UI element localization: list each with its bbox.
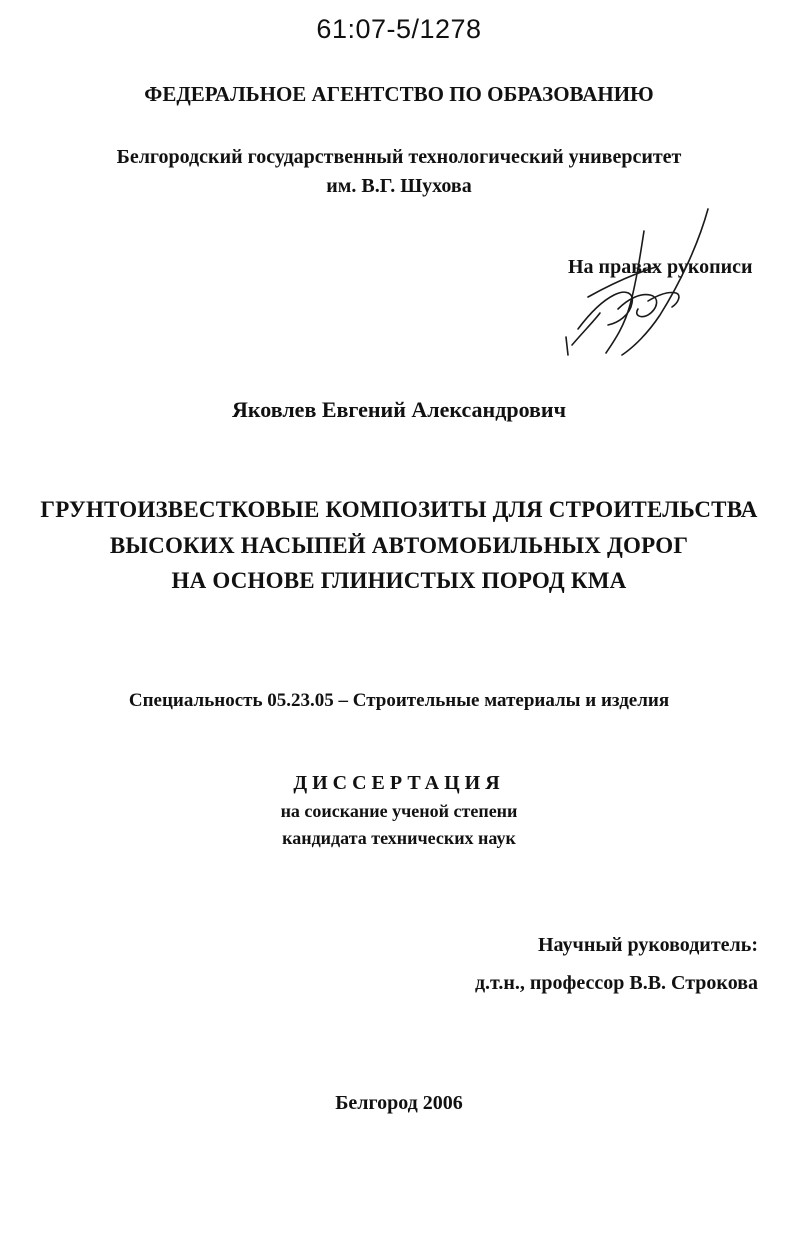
- manuscript-rights-note: На правах рукописи: [568, 256, 753, 278]
- university-name: Белгородский государственный технологический университет: [116, 146, 682, 168]
- university-honorific: им. В.Г. Шухова: [326, 175, 472, 197]
- catalog-number: 61:07-5/1278: [316, 14, 482, 44]
- supervisor-label: Научный руководитель:: [538, 934, 758, 956]
- city-year: Белгород 2006: [335, 1092, 463, 1114]
- degree-purpose: на соискание ученой степени: [280, 801, 518, 821]
- document-type: ДИССЕРТАЦИЯ: [293, 772, 505, 794]
- thesis-title-line: НА ОСНОВЕ ГЛИНИСТЫХ ПОРОД КМА: [171, 568, 627, 593]
- thesis-title-line: ВЫСОКИХ НАСЫПЕЙ АВТОМОБИЛЬНЫХ ДОРОГ: [109, 533, 689, 558]
- thesis-title-line: ГРУНТОИЗВЕСТКОВЫЕ КОМПОЗИТЫ ДЛЯ СТРОИТЕЛЬСТВА: [40, 497, 758, 522]
- supervisor-name: д.т.н., профессор В.В. Строкова: [474, 972, 758, 994]
- specialty-code: Специальность 05.23.05 – Строительные материалы и изделия: [128, 690, 670, 711]
- handwritten-signature: [548, 205, 728, 365]
- degree-name: кандидата технических наук: [282, 828, 516, 848]
- agency-name: ФЕДЕРАЛЬНОЕ АГЕНТСТВО ПО ОБРАЗОВАНИЮ: [144, 82, 654, 106]
- author-name: Яковлев Евгений Александрович: [232, 397, 566, 422]
